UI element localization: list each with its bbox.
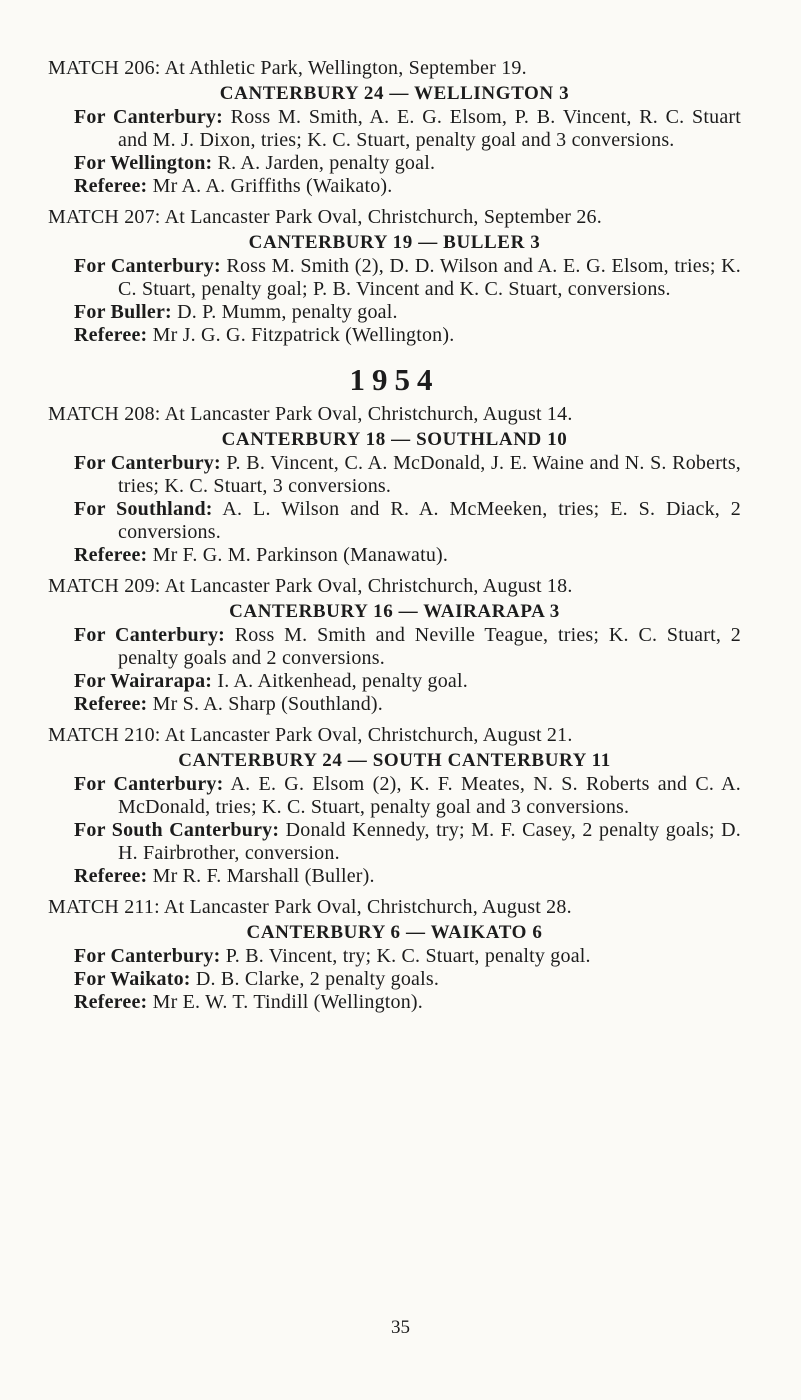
referee — [48, 324, 741, 347]
year-heading: 1954 — [349, 362, 440, 397]
match-heading: MATCH 211: At Lancaster Park Oval, Christchurch, August 28. — [48, 896, 572, 918]
scorers-home-label: For Canterbury: — [74, 255, 221, 277]
scorers-home — [48, 945, 741, 968]
scorers-home-text: Ross M. Smith (2), D. D. Wilson and A. E. G. Elsom, tries; K. C. Stuart, penalty goal; P. B. Vincent and K. C. Stuart, conversions. — [118, 255, 742, 300]
scorers-home-text: Ross M. Smith and Neville Teague, tries; K. C. Stuart, 2 penalty goals and 2 conversions. — [118, 624, 741, 669]
referee-text: Mr F. G. M. Parkinson (Manawatu). — [147, 544, 449, 566]
match-result: CANTERBURY 6 — WAIKATO 6 — [246, 922, 543, 943]
scorers-home-label: For Canterbury: — [74, 945, 221, 967]
scorers-away-label: For Southland: — [74, 498, 213, 520]
referee — [48, 544, 741, 567]
match-record — [48, 206, 741, 347]
referee-label: Referee: — [74, 324, 148, 346]
match-heading: MATCH 208: At Lancaster Park Oval, Christchurch, August 14. — [48, 403, 573, 425]
scorers-home — [48, 452, 741, 498]
scorers-away-text: Donald Kennedy, try; M. F. Casey, 2 penalty goals; D. H. Fairbrother, conversion. — [118, 819, 741, 864]
scorers-home — [48, 255, 741, 301]
scorers-away-label: For Waikato: — [74, 968, 191, 990]
scorers-away-text: R. A. Jarden, penalty goal. — [212, 152, 436, 174]
match-record — [48, 403, 741, 567]
scorers-home-text: A. E. G. Elsom (2), K. F. Meates, N. S. Roberts and C. A. McDonald, tries; K. C. Stuart, penalty goal and 3 conversions. — [118, 773, 742, 818]
referee-text: Mr A. A. Griffiths (Waikato). — [147, 175, 393, 197]
referee-label: Referee: — [74, 693, 148, 715]
scorers-away-text: D. B. Clarke, 2 penalty goals. — [190, 968, 440, 990]
match-result: CANTERBURY 18 — SOUTHLAND 10 — [221, 429, 568, 450]
scorers-home-label: For Canterbury: — [74, 773, 224, 795]
scorers-away — [48, 301, 741, 324]
referee-text: Mr E. W. T. Tindill (Wellington). — [147, 991, 423, 1013]
scorers-away — [48, 968, 741, 991]
scorers-home-label: For Canterbury: — [74, 452, 221, 474]
referee — [48, 175, 741, 198]
scorers-away — [48, 498, 741, 544]
scorers-away-label: For Wellington: — [74, 152, 213, 174]
scorers-home-label: For Canterbury: — [74, 624, 226, 646]
match-heading: MATCH 207: At Lancaster Park Oval, Christchurch, September 26. — [48, 206, 602, 228]
scorers-home-text: P. B. Vincent, C. A. McDonald, J. E. Waine and N. S. Roberts, tries; K. C. Stuart, 3 conversions. — [118, 452, 741, 497]
match-record — [48, 57, 741, 198]
scorers-away — [48, 152, 741, 175]
scorers-away — [48, 819, 741, 865]
match-heading: MATCH 206: At Athletic Park, Wellington, September 19. — [48, 57, 527, 79]
scorers-home-text: P. B. Vincent, try; K. C. Stuart, penalty goal. — [220, 945, 591, 967]
scorers-away-text: I. A. Aitkenhead, penalty goal. — [212, 670, 468, 692]
referee-label: Referee: — [74, 544, 148, 566]
scorers-away-text: A. L. Wilson and R. A. McMeeken, tries; E. S. Diack, 2 conversions. — [118, 498, 741, 543]
scorers-home — [48, 106, 741, 152]
scorers-away — [48, 670, 741, 693]
page-number: 35 — [391, 1317, 410, 1338]
referee — [48, 693, 741, 716]
match-heading: MATCH 210: At Lancaster Park Oval, Christchurch, August 21. — [48, 724, 573, 746]
scorers-away-text: D. P. Mumm, penalty goal. — [171, 301, 398, 323]
referee — [48, 991, 741, 1014]
referee-label: Referee: — [74, 175, 148, 197]
scorers-away-label: For Wairarapa: — [74, 670, 213, 692]
scorers-home — [48, 624, 741, 670]
scorers-away-label: For South Canterbury: — [74, 819, 280, 841]
referee-label: Referee: — [74, 991, 148, 1013]
scorers-away-label: For Buller: — [74, 301, 172, 323]
referee-text: Mr J. G. G. Fitzpatrick (Wellington). — [147, 324, 455, 346]
referee — [48, 865, 741, 888]
match-record — [48, 896, 741, 1014]
match-result: CANTERBURY 24 — WELLINGTON 3 — [219, 83, 570, 104]
referee-text: Mr S. A. Sharp (Southland). — [147, 693, 383, 715]
match-heading: MATCH 209: At Lancaster Park Oval, Christchurch, August 18. — [48, 575, 573, 597]
scorers-home-text: Ross M. Smith, A. E. G. Elsom, P. B. Vincent, R. C. Stuart and M. J. Dixon, tries; K. C. Stuart, penalty goal and 3 conversions. — [118, 106, 742, 151]
match-result: CANTERBURY 24 — SOUTH CANTERBURY 11 — [178, 750, 611, 771]
match-record — [48, 575, 741, 716]
scorers-home — [48, 773, 741, 819]
scorers-home-label: For Canterbury: — [74, 106, 223, 128]
referee-text: Mr R. F. Marshall (Buller). — [147, 865, 375, 887]
match-result: CANTERBURY 19 — BULLER 3 — [248, 232, 541, 253]
match-record — [48, 724, 741, 888]
match-result: CANTERBURY 16 — WAIRARAPA 3 — [229, 601, 560, 622]
referee-label: Referee: — [74, 865, 148, 887]
